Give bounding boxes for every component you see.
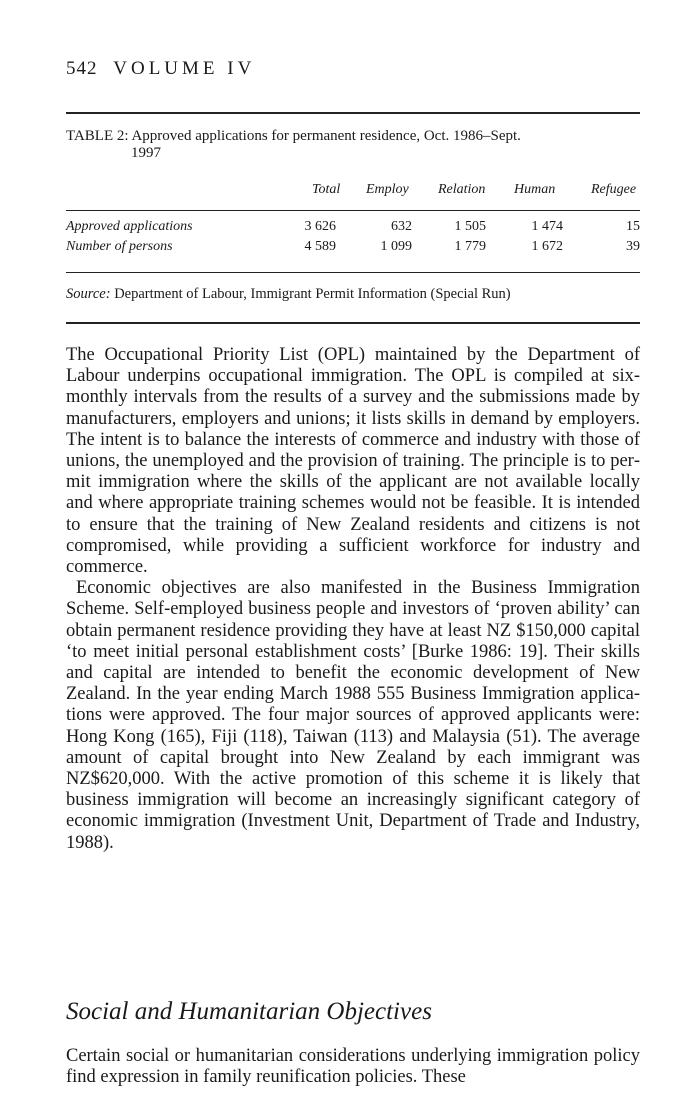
running-head [66, 58, 255, 80]
row-label-number-of-persons: Number of persons [66, 239, 173, 254]
table-cell: 1 779 [454, 239, 486, 254]
table-cell: 1 672 [531, 239, 563, 254]
source-text: Department of Labour, Immigrant Permit Information (Special Run) [114, 286, 511, 302]
paragraph-family-reunification: Certain social or humanitarian considerations underlying immigration policy find expression in family reunification policies. These [66, 1046, 640, 1088]
table-cell: 39 [626, 239, 640, 254]
table-source-note [66, 286, 511, 303]
table-header-rule [66, 210, 640, 211]
paragraph-business-immigration: Economic objectives are also manifested in the Business Immigration Scheme. Self-employed business people and investors of ‘proven ability’ can obtain permanent residence providing they have at least NZ $150,000 capital ‘to meet initial personal establishment costs’ [Burke 1986: 19]. Their skills and capital are intended to benefit the economic development of New Zealand. In the year ending March 1988 555 Business Immigration applications were approved. The four major sources of approved applicants were: Hong Kong (165), Fiji (118), Taiwan (113) and Malaysia (51). The average amount of capital brought into New Zealand by each immigrant was NZ$620,000. With the active promotion of this scheme it is likely that business immigration will become an increasingly significant category of economic immigration (Investment Unit, Department of Trade and Industry, 1988). [66, 578, 640, 853]
table-cell: 4 589 [304, 239, 336, 254]
table-caption-line2: 1997 [131, 145, 161, 161]
table-cell: 1 099 [380, 239, 412, 254]
column-header-employ: Employ [366, 182, 409, 197]
table-cell: 3 626 [304, 219, 336, 234]
table-cell: 632 [391, 219, 412, 234]
source-label: Source: [66, 286, 111, 302]
column-header-refugee: Refugee [591, 182, 637, 197]
table-cell: 1 505 [454, 219, 486, 234]
page-number: 542 [66, 58, 98, 79]
table-top-rule [66, 112, 640, 114]
column-header-total: Total [312, 182, 341, 197]
table-cell: 15 [626, 219, 640, 234]
table-caption-line1: TABLE 2: Approved applications for permanent residence, Oct. 1986–Sept. [66, 128, 521, 144]
row-label-approved-applications: Approved applications [66, 219, 193, 234]
column-header-human: Human [514, 182, 556, 197]
paragraph-opl: The Occupational Priority List (OPL) maintained by the Department of Labour underpins occupational immigration. The OPL is compiled at six-monthly intervals from the results of a survey and the submissions made by manufacturers, employers and unions; it lists skills in demand by employers. The intent is to balance the interests of commerce and industry with those of unions, the unemployed and the provision of training. The principle is to permit immigration where the skills of the applicant are not available locally and where appropriate training schemes would not be feasible. It is intended to ensure that the training of New Zealand residents and citizens is not compromised, while providing a sufficient workforce for industry and commerce. [66, 345, 640, 578]
column-header-relation: Relation [438, 182, 486, 197]
section-body-text [66, 1046, 640, 1088]
main-body-text [66, 345, 640, 854]
section-heading: Social and Humanitarian Objectives [66, 998, 432, 1025]
volume-title: VOLUME IV [113, 58, 256, 79]
table-bottom-rule [66, 272, 640, 273]
table-caption [66, 128, 640, 162]
table-end-rule [66, 322, 640, 324]
table-cell: 1 474 [531, 219, 563, 234]
